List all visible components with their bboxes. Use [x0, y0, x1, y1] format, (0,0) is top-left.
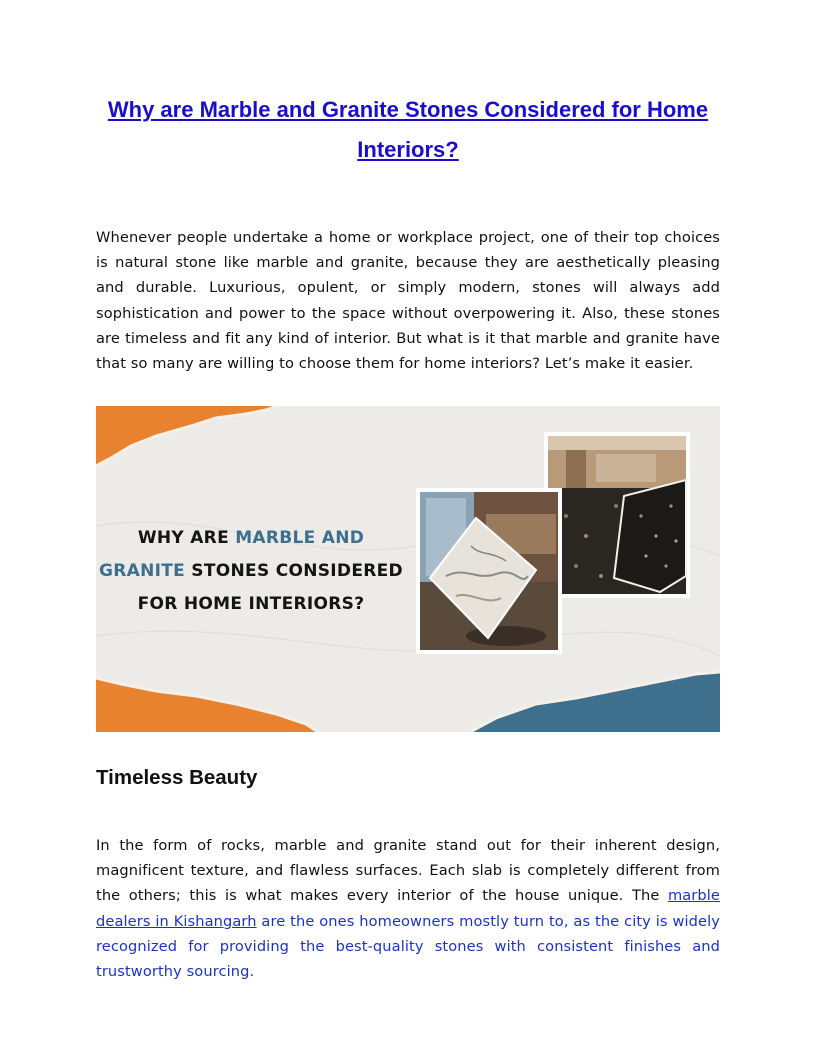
banner-line-2: GRANITE STONES CONSIDERED — [99, 561, 403, 581]
banner-image — [96, 406, 720, 732]
banner-heading — [96, 522, 406, 621]
banner-line-3: FOR HOME INTERIORS? — [137, 594, 365, 614]
intro-paragraph: Whenever people undertake a home or workplace project, one of their top choices is natural stone like marble and granite, because they are aesthetically pleasing and durable. Luxurious, opulent, or simply modern, stones will always add sophistication and power to the space without overpowering it. Also, these stones are timeless and fit any kind of interior. But what is it that marble and granite have that so many are willing to choose them for home interiors? Let’s make it easier. — [96, 229, 720, 373]
timeless-beauty-paragraph: In the form of rocks, marble and granite stand out for their inherent design, magnificent texture, and flawless surfaces. Each slab is completely different from the others; this is what makes every interior of the house unique. The marble dealers in Kishangarh are the ones homeowners mostly turn to, as the city is widely recognized for providing the best-quality stones with consistent finishes and trustworthy sourcing. — [96, 837, 720, 981]
banner-line-1: WHY ARE MARBLE AND — [137, 528, 365, 548]
blue-paper-bottom — [470, 672, 720, 732]
orange-paper-top — [96, 406, 278, 466]
granite-lobby-photo — [544, 432, 690, 598]
marble-room-photo — [416, 488, 562, 654]
marble-dealers-link[interactable]: marble dealers in Kishangarh — [96, 887, 720, 930]
section-heading-timeless-beauty: Timeless Beauty — [96, 766, 258, 789]
page-title[interactable]: Why are Marble and Granite Stones Considered for Home Interiors? — [107, 97, 709, 162]
